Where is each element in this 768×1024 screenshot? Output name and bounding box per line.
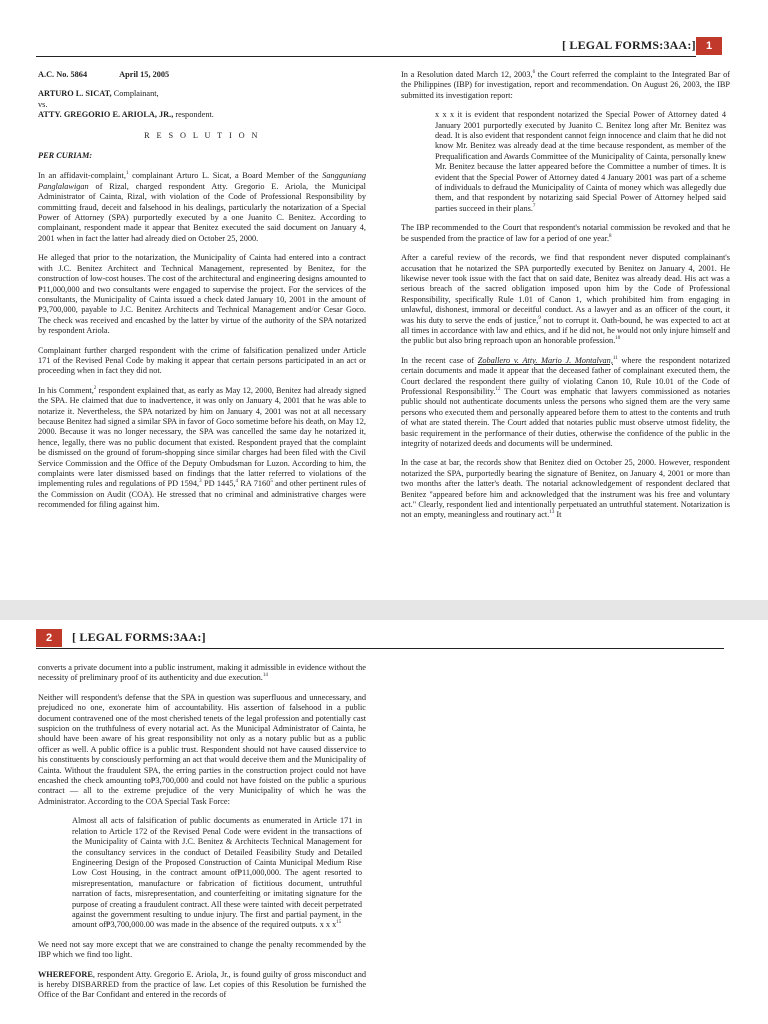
footnote-ref[interactable]: 15 bbox=[336, 920, 342, 926]
footnote-ref[interactable]: 3 bbox=[199, 479, 202, 485]
resolution-heading: R E S O L U T I O N bbox=[144, 130, 260, 140]
page-separator bbox=[0, 600, 768, 620]
footnote-ref[interactable]: 14 bbox=[262, 673, 268, 679]
left-column bbox=[38, 70, 366, 520]
paragraph: Complainant further charged respondent with the crime of falsification penalized under Article 171 of the Revised Penal Code by making it appear that certain persons participated in an act or proceeding when in fact they did not. bbox=[38, 345, 366, 376]
paragraph: In the case at bar, the records show that Benitez died on October 25, 2000. However, respondent notarized the SPA, purportedly bearing the signature of Benitez, on January 4, 2001 or more than two months after the latter's death. The notarial acknowledgement of respondent declared that Benitez "appeared before him and acknowledged that the instrument was his free and voluntary act." Clearly, respondent lied and intentionally perpetuated an untruthful statement. Notarization is not an empty, meaningless and routinary act.$^{13}$ It bbox=[401, 458, 730, 520]
paragraph: After a careful review of the records, we find that respondent never disputed complainant's accusation that he notarized the SPA purportedly executed by Benitez on January 4, 2001. He likewise never took issue with the fact that on said date, Benitez was already dead. His act was a serious breach of the sacred obligation imposed upon him by the Code of Professional Responsibility, specifically Rule 1.01 of Canon 1, which prohibited him from engaging in unlawful, dishonest, immoral or deceitful conduct. As a lawyer and as an officer of the court, it was his duty to serve the ends of justice,$^9$ not to corrupt it. Oath-bound, he was expected to act at all times in accordance with law and ethics, and if he did not, he would not only injure himself and the public but also bring reproach upon an honorable profession.$^{10}$ bbox=[401, 253, 730, 346]
case-citation bbox=[38, 70, 366, 80]
footnote-ref[interactable]: 5 bbox=[270, 479, 273, 485]
content-column bbox=[38, 663, 366, 1010]
per-curiam: PER CURIAM: bbox=[38, 151, 93, 161]
document-page-2 bbox=[0, 620, 768, 1024]
right-column bbox=[401, 70, 730, 530]
complainant-role: Complainant, bbox=[111, 89, 159, 99]
paragraph: The IBP recommended to the Court that respondent's notarial commission be revoked and that he be suspended from the practice of law for a period of one year.$^8$ bbox=[401, 223, 730, 243]
wherefore: WHEREFORE bbox=[38, 969, 93, 979]
block-quote: Almost all acts of falsification of public documents as enumerated in Article 171 in relation to Article 172 of the Revised Penal Code were evident in the transactions of the Municipality of Cainta with J.C. Benitez & Architects Technical Management for the consultancy services in the conduct of Detailed Feasibility Study and Detailed Engineering Design of the Proposed Construction of Cainta Municipal Medium Rise Low Cost Housing, in the contract amount of₱11,000,000. The agent resorted to misrepresentation, manufacture or fabrication of fictitious document, untruthful narration of facts, misrepresentation, and counterfeiting or imitating signature for the purpose of creating a fraudulent contract. All these were tainted with deceit perpetrated against the government resulting to undue injury. The first and partial payment, in the amount of₱3,700,000.00 was made in the absence of the required outputs. x x x$^{15}$ bbox=[72, 816, 362, 930]
footnote-ref[interactable]: 2 bbox=[93, 385, 97, 391]
respondent-role: respondent. bbox=[173, 110, 214, 120]
paragraph: In a Resolution dated March 12, 2003,$^6$ the Court referred the complaint to the Integrated Bar of the Philippines (IBP) for investigation, report and recommendation. On August 26, 2003, the IBP submitted its investigation report: bbox=[401, 70, 731, 100]
paragraph: WHEREFORE, respondent Atty. Gregorio E. Ariola, Jr., is found guilty of gross misconduct and is hereby DISBARRED from the practice of law. Let copies of this Resolution be furnished the Office of the Bar Confidant and entered in the records of bbox=[38, 969, 366, 1000]
header-rule bbox=[36, 56, 696, 57]
footnote-ref[interactable]: 13 bbox=[549, 510, 555, 516]
footnote-ref[interactable]: 4 bbox=[235, 479, 239, 485]
versus: vs. bbox=[38, 99, 48, 109]
paragraph: In the recent case of Zoballero v. Atty. Mario J. Montalvan,$^{11}$ where the respondent notarized certain documents and made it appear that the deceased father of complainant executed them, the Court declared the respondent there guilty of violating Canon 10, Rule 10.01 of the Code of Professional Responsibility.$^{12}$ The Court was emphatic that lawyers commissioned as notaries public should not authenticate documents unless the persons who signed them are the very same persons who executed them and personally appeared before them to attest to the contents and truth of what are stated therein. The Court added that notaries public must observe utmost fidelity, the basic requirement in the performance of their duties, otherwise the confidence of the public in the integrity of notarized deeds and documents will be undermined. bbox=[401, 355, 731, 448]
case-citation-link: Zoballero v. Atty. Mario J. Montalvan, bbox=[477, 355, 613, 365]
page-number-badge: 1 bbox=[696, 37, 722, 55]
respondent bbox=[38, 110, 366, 120]
footnote-ref[interactable]: 11 bbox=[612, 355, 618, 361]
respondent-name: ATTY. GREGORIO E. ARIOLA, JR., bbox=[38, 110, 174, 120]
paragraph: converts a private document into a public instrument, making it admissible in evidence without the necessity of preliminary proof of its authenticity and due execution.$^{14}$ bbox=[38, 663, 366, 683]
case-number: A.C. No. 5864 bbox=[38, 70, 88, 79]
paragraph: In an affidavit-complaint,$^1$ complainant Arturo L. Sicat, a Board Member of the Sangguniang Panglalawigan of Rizal, charged respondent Atty. Gregorio E. Ariola, the Municipal Administrator of Cainta, Rizal, with violation of the Code of Professional Responsibility by committing fraud, deceit and falsehood in his dealings, particularly the notarization of a Special Power of Attorney (SPA) purportedly executed by a one Juanito C. Benitez. According to complainant, respondent made it appear that Benitez executed the said document on January 4, 2001 when in fact the latter had already died on October 25, 2000. bbox=[38, 171, 366, 243]
paragraph: We need not say more except that we are constrained to change the penalty recommended by the IBP which we find too light. bbox=[38, 939, 366, 960]
footnote-ref[interactable]: 6 bbox=[532, 70, 536, 76]
block-quote: x x x it is evident that respondent notarized the Special Power of Attorney dated 4 January 2001 purportedly executed by Juanito C. Benitez long after Mr. Benitez was dead. It is also evident that respondent cannot feign innocence and claim that he did not know Mr. Benitez was already dead at the time because respondent, as member of the Prequalification and Awards Committee of the Municipality of Cainta, personally knew Mr. Benitez because the latter appeared before the Committee a number of times. It is evident that the Special Power of Attorney dated 4 January 2001 was part of a scheme of individuals to defraud the Municipality of Cainta of money which was allegedly due them, and that respondent by notarizing said Special Power of Attorney helped said parties succeed in their plans.$^7$ bbox=[435, 110, 726, 213]
footnote-ref[interactable]: 10 bbox=[615, 336, 621, 342]
header-title: [ LEGAL FORMS:3AA:] bbox=[72, 630, 206, 644]
header-title: [ LEGAL FORMS:3AA:] bbox=[562, 38, 696, 52]
footnote-ref[interactable]: 7 bbox=[532, 204, 536, 210]
header-rule bbox=[36, 648, 724, 649]
paragraph: Neither will respondent's defense that the SPA in question was superfluous and unnecessary, and prejudiced no one, exonerate him of accountability. His assertion of falsehood in a public document contravened one of the most cherished tenets of the legal profession and potentially cast suspicion on the truthfulness of every notarial act. As the Municipal Administrator of Cainta, he should have been aware of his great responsibility not only as a notary public but as a public officer as well. A public office is a public trust. Respondent should not have caused disservice to his constituents by consciously performing an act that would deceive them and the Municipality of Cainta. Without the fraudulent SPA, the erring parties in the construction project could not have encashed the check amounting to₱3,700,000 and could not have foisted on the public a spurious contract — all to the extreme prejudice of the very Municipality of which he was the Administrator. According to the COA Special Task Force: bbox=[38, 692, 366, 806]
page-number-badge: 2 bbox=[36, 629, 62, 647]
complainant-name: ARTURO L. SICAT, bbox=[38, 89, 112, 99]
footnote-ref[interactable]: 12 bbox=[495, 387, 501, 393]
complainant bbox=[38, 89, 366, 99]
footnote-ref[interactable]: 8 bbox=[609, 233, 612, 239]
case-date: April 15, 2005 bbox=[119, 70, 170, 79]
paragraph: He alleged that prior to the notarization, the Municipality of Cainta had entered into a contract with J.C. Benitez Architect and Technical Management, represented by Benitez, for the construction of low-cost houses. The cost of the architectural and engineering designs amounted to ₱11,000,000 and two consultants were engaged to supervise the project. For the services of the consultants, the Municipality of Cainta issued a check dated January 10, 2001 in the amount of ₱3,700,000, payable to J.C. Benitez Architects and Technical Management and/or Cesar Goco. The check was received and encashed by the latter by virtue of the authority of the SPA notarized by respondent Ariola. bbox=[38, 253, 366, 336]
footnote-ref[interactable]: 9 bbox=[538, 315, 541, 321]
footnote-ref[interactable]: 1 bbox=[125, 171, 129, 177]
paragraph: In his Comment,$^2$ respondent explained that, as early as May 12, 2000, Benitez had already signed the SPA. He claimed that due to inadvertence, it was only on January 4, 2001 that he was able to notarize it. Nevertheless, the SPA notarized by him on January 4, 2001 was not at all necessary because Benitez had signed a similar SPA in favor of Goco sometime before his death, on May 12, 2000. Because it was no longer necessary, the SPA was cancelled the same day he notarized it, hence, legally, there was no public document that existed. Respondent prayed that the complaint be dismissed on the ground of forum-shopping since similar charges had been filed with the Civil Service Commission and the Office of the Deputy Ombudsman for Luzon. According to him, the complaints were later dismissed based on findings that the latter referred to violations of the implementing rules and regulations of PD 1594,$^3$ PD 1445,$^4$ RA 7160$^5$ and other pertinent rules of the Commission on Audit (COA). He stressed that no criminal and administrative charges were recommended for filing against him. bbox=[38, 385, 366, 510]
